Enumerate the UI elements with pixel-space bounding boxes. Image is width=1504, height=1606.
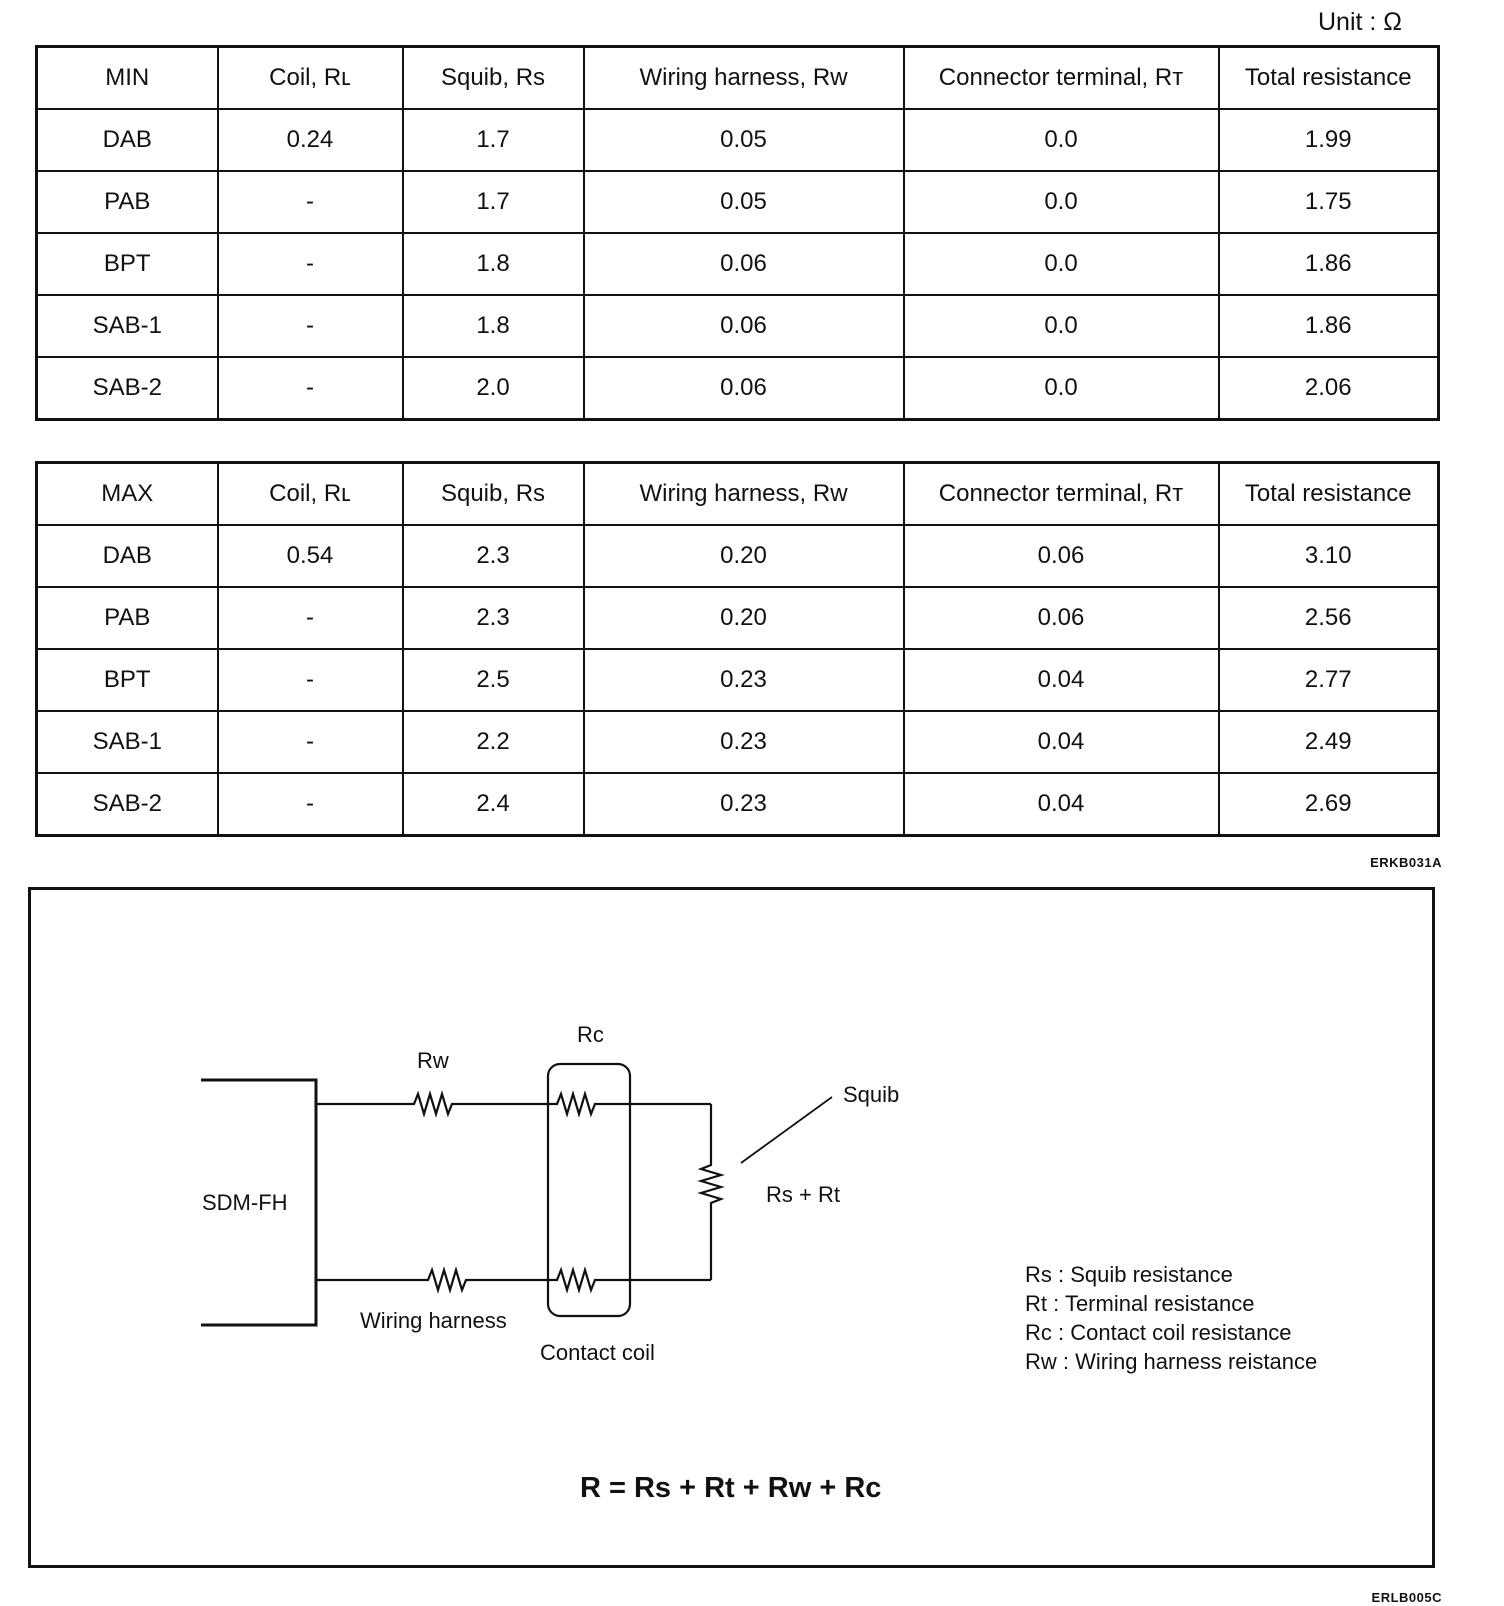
table-cell: DAB bbox=[37, 109, 218, 171]
resistance-formula: R = Rs + Rt + Rw + Rc bbox=[580, 1472, 882, 1504]
top-wire bbox=[316, 1094, 711, 1114]
table-cell: 2.49 bbox=[1219, 711, 1439, 773]
unit-label: Unit : Ω bbox=[1318, 8, 1402, 36]
squib-leader-line bbox=[741, 1097, 832, 1163]
header-cell: Squib, Rs bbox=[403, 47, 584, 110]
table-cell: BPT bbox=[37, 233, 218, 295]
table-cell: 3.10 bbox=[1219, 525, 1439, 587]
table-cell: 1.7 bbox=[403, 109, 584, 171]
table-cell: 0.05 bbox=[584, 171, 904, 233]
table-cell: SAB-1 bbox=[37, 711, 218, 773]
table-cell: - bbox=[218, 295, 403, 357]
table-cell: 0.20 bbox=[584, 525, 904, 587]
table-cell: DAB bbox=[37, 525, 218, 587]
table-cell: 1.7 bbox=[403, 171, 584, 233]
legend-item: Rw : Wiring harness reistance bbox=[1025, 1349, 1318, 1374]
header-cell: Connector terminal, Rᴛ bbox=[904, 463, 1219, 526]
table-cell: - bbox=[218, 233, 403, 295]
table-cell: SAB-2 bbox=[37, 773, 218, 836]
table-cell: 1.8 bbox=[403, 233, 584, 295]
table-cell: 2.56 bbox=[1219, 587, 1439, 649]
table-cell: 0.23 bbox=[584, 773, 904, 836]
header-cell: Total resistance bbox=[1219, 47, 1439, 110]
table-cell: - bbox=[218, 171, 403, 233]
table-cell: - bbox=[218, 711, 403, 773]
header-cell: MIN bbox=[37, 47, 218, 110]
table-cell: 2.0 bbox=[403, 357, 584, 420]
table-cell: 2.2 bbox=[403, 711, 584, 773]
header-cell: Total resistance bbox=[1219, 463, 1439, 526]
table-cell: BPT bbox=[37, 649, 218, 711]
table-cell: PAB bbox=[37, 171, 218, 233]
table-cell: 2.3 bbox=[403, 525, 584, 587]
table-cell: 1.99 bbox=[1219, 109, 1439, 171]
bottom-wire bbox=[316, 1270, 711, 1290]
table-cell: 2.06 bbox=[1219, 357, 1439, 420]
squib-resistor bbox=[701, 1104, 721, 1280]
table-cell: 2.3 bbox=[403, 587, 584, 649]
header-cell: Coil, Rʟ bbox=[218, 463, 403, 526]
table-cell: 0.04 bbox=[904, 773, 1219, 836]
table-cell: 0.06 bbox=[584, 233, 904, 295]
header-cell: Connector terminal, Rᴛ bbox=[904, 47, 1219, 110]
table-cell: 1.86 bbox=[1219, 233, 1439, 295]
table-cell: 1.86 bbox=[1219, 295, 1439, 357]
table-cell: 0.23 bbox=[584, 649, 904, 711]
wiring-harness-label: Wiring harness bbox=[360, 1308, 507, 1333]
table-cell: 0.06 bbox=[584, 295, 904, 357]
table-cell: SAB-1 bbox=[37, 295, 218, 357]
table-cell: 0.04 bbox=[904, 649, 1219, 711]
contact-coil-outline bbox=[548, 1064, 630, 1316]
table-cell: 0.04 bbox=[904, 711, 1219, 773]
table-cell: 0.0 bbox=[904, 171, 1219, 233]
table-cell: 2.69 bbox=[1219, 773, 1439, 836]
table-figure-code: ERKB031A bbox=[1370, 855, 1442, 870]
table-cell: 0.24 bbox=[218, 109, 403, 171]
rc-label: Rc bbox=[577, 1022, 604, 1047]
sdm-fh-label: SDM-FH bbox=[202, 1190, 288, 1215]
table-cell: - bbox=[218, 773, 403, 836]
legend-item: Rs : Squib resistance bbox=[1025, 1262, 1233, 1287]
table-cell: 0.20 bbox=[584, 587, 904, 649]
table-cell: 2.5 bbox=[403, 649, 584, 711]
resistance-legend bbox=[1025, 1260, 1317, 1376]
table-cell: 0.23 bbox=[584, 711, 904, 773]
table-cell: - bbox=[218, 587, 403, 649]
legend-item: Rc : Contact coil resistance bbox=[1025, 1320, 1292, 1345]
diagram-figure-code: ERLB005C bbox=[1371, 1590, 1442, 1605]
rw-label: Rw bbox=[417, 1048, 449, 1073]
table-cell: 0.0 bbox=[904, 109, 1219, 171]
table-cell: - bbox=[218, 649, 403, 711]
table-cell: 0.0 bbox=[904, 295, 1219, 357]
table-cell: 0.0 bbox=[904, 357, 1219, 420]
header-cell: Squib, Rs bbox=[403, 463, 584, 526]
squib-label: Squib bbox=[843, 1082, 900, 1107]
table-cell: PAB bbox=[37, 587, 218, 649]
header-cell: Coil, Rʟ bbox=[218, 47, 403, 110]
table-cell: 1.8 bbox=[403, 295, 584, 357]
header-cell: MAX bbox=[37, 463, 218, 526]
table-cell: 1.75 bbox=[1219, 171, 1439, 233]
table-cell: SAB-2 bbox=[37, 357, 218, 420]
table-cell: 0.06 bbox=[904, 525, 1219, 587]
table-cell: 2.4 bbox=[403, 773, 584, 836]
table-cell: 0.54 bbox=[218, 525, 403, 587]
table-cell: 0.06 bbox=[584, 357, 904, 420]
table-cell: - bbox=[218, 357, 403, 420]
legend-item: Rt : Terminal resistance bbox=[1025, 1291, 1255, 1316]
table-cell: 0.06 bbox=[904, 587, 1219, 649]
rs-rt-label: Rs + Rt bbox=[766, 1182, 840, 1207]
table-cell: 0.0 bbox=[904, 233, 1219, 295]
header-cell: Wiring harness, Rw bbox=[584, 47, 904, 110]
header-cell: Wiring harness, Rw bbox=[584, 463, 904, 526]
contact-coil-label: Contact coil bbox=[540, 1340, 655, 1365]
table-cell: 2.77 bbox=[1219, 649, 1439, 711]
table-cell: 0.05 bbox=[584, 109, 904, 171]
